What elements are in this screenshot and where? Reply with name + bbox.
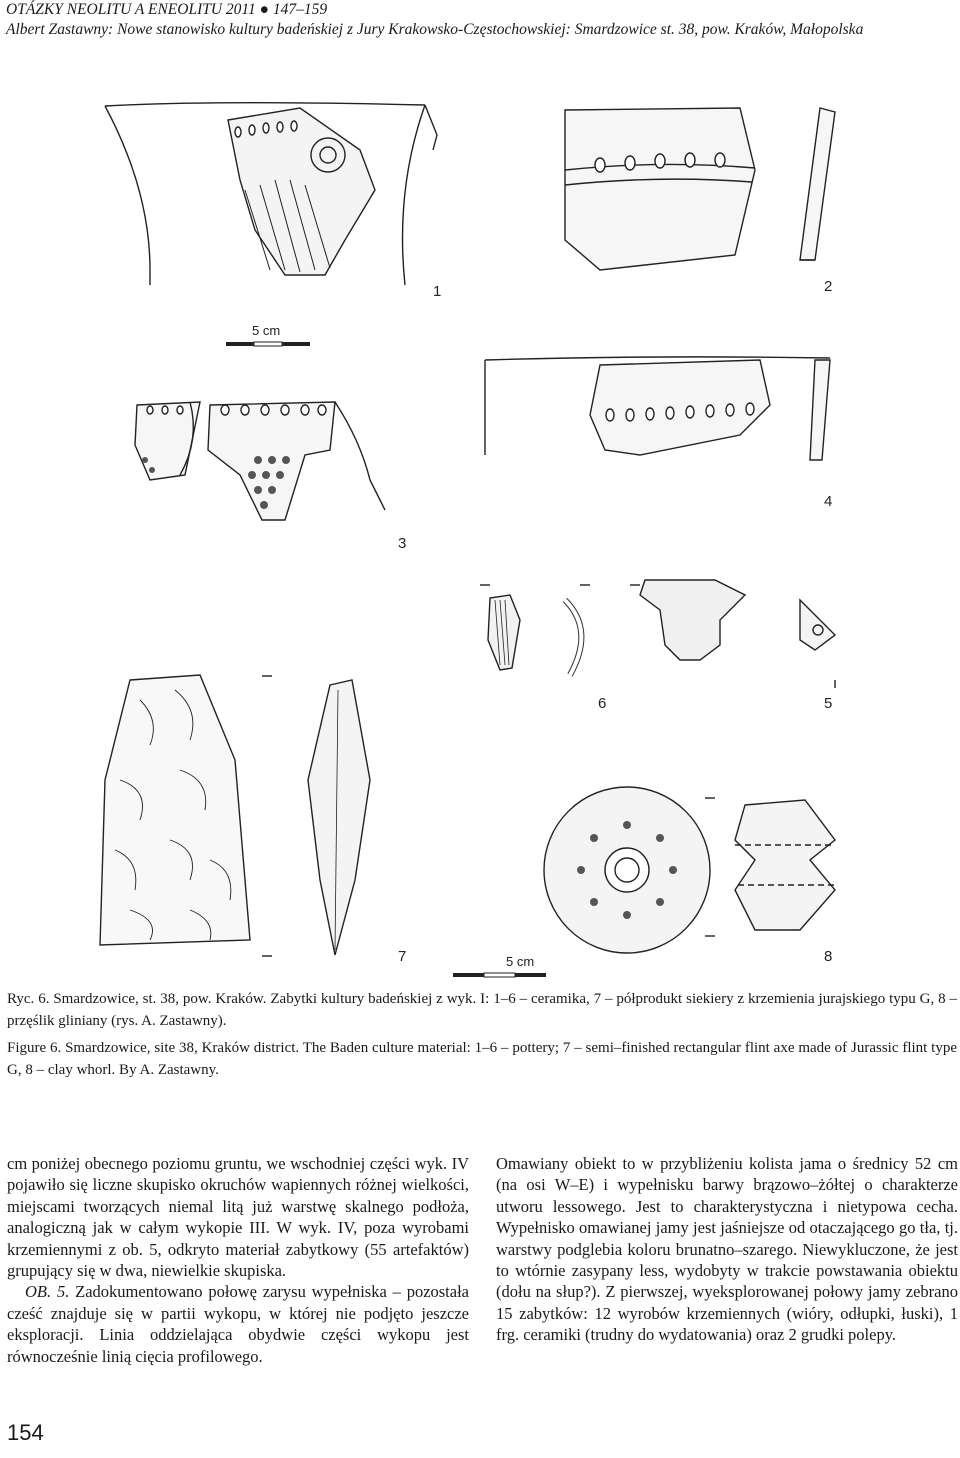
text-column-left <box>7 1153 469 1367</box>
figure-label-2: 2 <box>824 278 833 295</box>
scale-bar-top <box>226 342 310 346</box>
figure-caption-pl: Ryc. 6. Smardzowice, st. 38, pow. Kraków. Zabytki kultury badeńskiej z wyk. I: 1–6 – ceramika, 7 – półprodukt siekiery z krzemienia jurajskiego typu G, 8 – przęślik gliniany (rys. A. Zastawny). <box>7 991 957 1029</box>
page-number: 154 <box>7 1420 44 1445</box>
scale-label-top: 5 cm <box>252 323 281 338</box>
artifact-2-rim-fragment <box>565 108 835 270</box>
artifact-1-vessel-sherd <box>105 103 437 285</box>
paragraph-right-1: Omawiany obiekt to w przybliżeniu kolista jama o średnicy 52 cm (na osi W–E) i wypełnisku barwy brązowo–żółtej o charakterze utworu lessowego. Jest to charakterystyczna i nietypowa cecha. Wypełnisko omawianej jamy jest jaśniejsze od otaczającego go tła, tj. warstwy podglebia koloru brunatno–szarego. Niewykluczone, że jest to wtórnie zasypany less, wydobyty w trakcie powstawania obiektu (dołu na słup?). Z pierwszej, wyeksplorowanej połowy jamy zebrano 15 zabytków: 12 wyrobów krzemiennych (wióry, odłupki, łuski), 1 frg. ceramiki (trudny do wydatowania) oraz 2 grudki polepy. <box>496 1154 958 1345</box>
journal-line: OTÁZKY NEOLITU A ENEOLITU 2011 ● 147–159 <box>6 1 328 18</box>
artifact-7-flint-axe <box>100 675 370 956</box>
paragraph-left-1: cm poniżej obecnego poziomu gruntu, we wschodniej części wyk. IV pojawiło się liczne skupisko okruchów wapiennych różnej wielkości, miejscami tworzących niemal litą już warstwę skalnego podłoża, analogiczną jak w całym wykopie III. W wyk. IV, poza wyrobami krzemiennymi z ob. 5, odkryto materiał zabytkowy (55 artefaktów) grupujący się w dwa, niewielkie skupiska. <box>7 1154 469 1281</box>
artifact-3-sherds <box>135 402 385 520</box>
running-header <box>6 0 956 40</box>
scale-label-bottom: 5 cm <box>506 954 535 969</box>
article-line: Albert Zastawny: Nowe stanowisko kultury badeńskiej z Jury Krakowsko-Częstochowskiej: Smardzowice st. 38, pow. Kraków, Małopolska <box>6 21 864 38</box>
figure-label-5: 5 <box>824 695 833 712</box>
artifact-4-rim-sherd <box>485 357 830 460</box>
figure-label-7: 7 <box>398 948 407 965</box>
artifact-5-6-handles <box>480 580 835 688</box>
paragraph-left-2 <box>7 1281 469 1367</box>
figure-label-6: 6 <box>598 695 607 712</box>
figure-label-3: 3 <box>398 535 407 552</box>
artifact-drawings <box>0 80 960 980</box>
figure-label-1: 1 <box>433 283 442 300</box>
figure-label-4: 4 <box>824 493 833 510</box>
paragraph-left-2-text: Zadokumentowano połowę zarysu wypełniska – pozostała cześć znajduje się w partii wykopu, w której nie podjęto jeszcze eksploracji. Linia oddzielająca obydwie części wykopu jest równocześnie linią cięcia profilowego. <box>7 1282 470 1366</box>
figure-plate <box>0 80 960 980</box>
figure-label-8: 8 <box>824 948 833 965</box>
feature-label: OB. 5. <box>25 1282 70 1302</box>
artifact-8-clay-whorl <box>544 787 835 953</box>
figure-caption-en: Figure 6. Smardzowice, site 38, Kraków district. The Baden culture material: 1–6 – pottery; 7 – semi–finished rectangular flint axe made of Jurassic flint type G, 8 – clay whorl. By A. Zastawny. <box>7 1040 957 1078</box>
scale-bar-bottom <box>453 973 546 977</box>
text-column-right <box>496 1153 958 1346</box>
